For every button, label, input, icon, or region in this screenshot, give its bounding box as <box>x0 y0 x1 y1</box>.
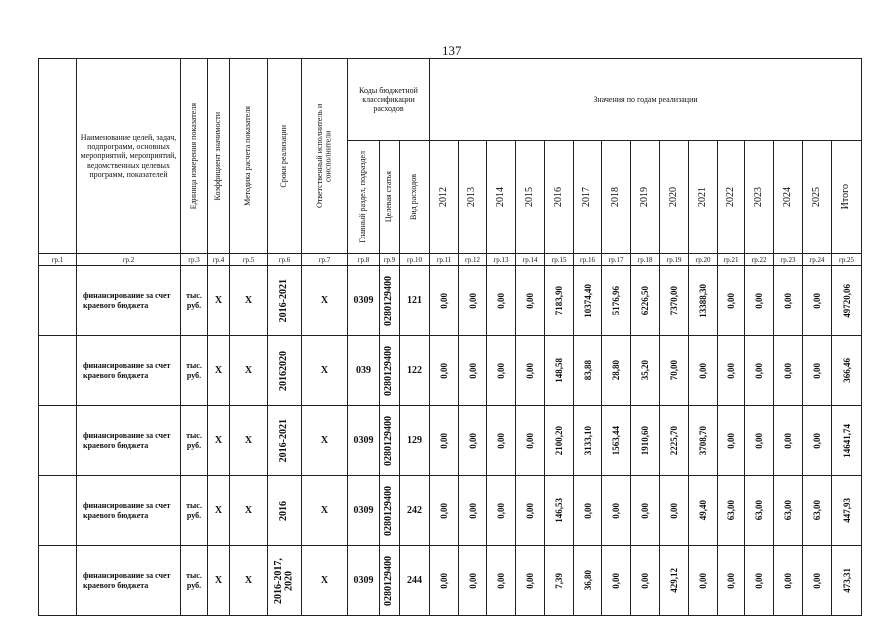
column-number: гр.8 <box>348 254 380 266</box>
header-period-cell <box>268 59 302 254</box>
row-method: Х <box>230 336 268 406</box>
row-value-cell <box>602 266 631 336</box>
row-value: 0,00 <box>439 502 449 519</box>
row-executor: Х <box>302 266 348 336</box>
column-number: гр.6 <box>268 254 302 266</box>
row-value: 0,00 <box>754 572 764 589</box>
row-value-cell <box>803 336 832 406</box>
row-value: 0,00 <box>467 362 478 379</box>
row-value-cell <box>689 406 718 476</box>
header-values-group: Значения по годам реализации <box>430 59 862 141</box>
header-year: 2024 <box>781 187 793 207</box>
row-total-cell <box>832 546 862 616</box>
row-total: 49720,06 <box>841 283 852 318</box>
row-unit: тыс. руб. <box>181 266 208 336</box>
row-value-cell <box>803 266 832 336</box>
row-cel-statya: 0280129400 <box>383 485 395 536</box>
row-value-cell <box>660 406 689 476</box>
column-number: гр.22 <box>745 254 774 266</box>
header-cel: Целевая статья <box>384 171 394 223</box>
header-year-cell <box>689 141 718 254</box>
row-value-cell <box>689 476 718 546</box>
row-value: 0,00 <box>525 502 535 519</box>
header-razdel: Главный раздел, подраздел <box>358 151 368 243</box>
row-name: финансирование за счет краевого бюджета <box>77 476 181 546</box>
column-number: гр.13 <box>487 254 516 266</box>
column-number: гр.11 <box>430 254 459 266</box>
row-value-cell <box>631 476 660 546</box>
row-value: 35,20 <box>640 360 650 381</box>
column-number: гр.14 <box>516 254 545 266</box>
header-executor: Ответственный исполнитель и соисполнители <box>315 103 333 209</box>
row-value: 0,00 <box>783 292 793 309</box>
column-number: гр.16 <box>574 254 602 266</box>
row-method: Х <box>230 406 268 476</box>
header-period: Сроки реализации <box>279 124 289 188</box>
row-value: 1910,60 <box>640 425 650 456</box>
row-value: 0,00 <box>754 432 764 449</box>
row-period: 20162020 <box>278 350 290 391</box>
row-value-cell <box>745 406 774 476</box>
row-value: 0,00 <box>525 432 535 449</box>
row-value-cell <box>574 336 602 406</box>
row-value-cell <box>774 336 803 406</box>
row-value-cell <box>631 406 660 476</box>
row-razdel: 0309 <box>348 546 380 616</box>
row-value-cell <box>545 406 574 476</box>
header-year-cell <box>803 141 832 254</box>
row-value: 0,00 <box>496 362 506 379</box>
row-razdel: 0309 <box>348 266 380 336</box>
row-value: 0,00 <box>698 572 708 589</box>
row-value-cell <box>602 406 631 476</box>
table-row <box>39 336 862 406</box>
column-number: гр.21 <box>718 254 745 266</box>
row-value: 7370,00 <box>669 285 679 316</box>
row-vid: 129 <box>400 406 430 476</box>
row-value: 0,00 <box>726 292 736 309</box>
row-value-cell <box>602 336 631 406</box>
row-blank-cell <box>39 406 77 476</box>
header-year: 2023 <box>752 187 764 207</box>
row-unit: тыс. руб. <box>181 476 208 546</box>
row-value-cell <box>803 406 832 476</box>
header-empty-cell <box>39 59 77 254</box>
row-total-cell <box>832 336 862 406</box>
column-number: гр.2 <box>77 254 181 266</box>
row-value: 3133,10 <box>582 425 593 456</box>
row-value: 0,00 <box>439 362 449 379</box>
row-cel-statya-cell <box>380 546 400 616</box>
header-year-cell <box>660 141 689 254</box>
column-number: гр.24 <box>803 254 832 266</box>
table-row <box>39 406 862 476</box>
row-value-cell <box>718 336 745 406</box>
row-period: 2016 <box>278 500 290 521</box>
row-value: 0,00 <box>812 572 822 589</box>
row-value: 0,00 <box>698 362 708 379</box>
row-cel-statya: 0280129400 <box>383 275 395 326</box>
header-year-cell <box>631 141 660 254</box>
row-value-cell <box>631 546 660 616</box>
row-value-cell <box>718 476 745 546</box>
row-value: 0,00 <box>525 572 535 589</box>
header-cel-cell <box>380 141 400 254</box>
row-value: 0,00 <box>582 502 593 519</box>
row-value: 0,00 <box>439 572 449 589</box>
row-value: 3708,70 <box>698 425 708 456</box>
row-value-cell <box>660 476 689 546</box>
row-value-cell <box>516 336 545 406</box>
row-value: 0,00 <box>496 572 506 589</box>
row-name: финансирование за счет краевого бюджета <box>77 406 181 476</box>
row-unit: тыс. руб. <box>181 406 208 476</box>
table-body <box>39 266 862 616</box>
row-value: 0,00 <box>467 292 478 309</box>
row-value-cell <box>516 476 545 546</box>
header-method-cell <box>230 59 268 254</box>
row-value-cell <box>660 336 689 406</box>
row-coef: Х <box>208 336 230 406</box>
row-value: 0,00 <box>496 502 506 519</box>
row-value-cell <box>803 546 832 616</box>
row-cel-statya-cell <box>380 266 400 336</box>
row-total: 447,93 <box>841 498 852 523</box>
row-value: 70,00 <box>669 360 679 381</box>
header-total-cell <box>832 141 862 254</box>
row-value-cell <box>718 406 745 476</box>
row-value-cell <box>660 266 689 336</box>
header-year: 2014 <box>494 187 506 207</box>
row-coef: Х <box>208 476 230 546</box>
row-value: 429,12 <box>669 568 679 593</box>
row-value-cell <box>774 406 803 476</box>
row-vid: 122 <box>400 336 430 406</box>
row-method: Х <box>230 476 268 546</box>
row-value: 7183,90 <box>554 285 564 316</box>
row-value-cell <box>631 266 660 336</box>
row-value-cell <box>745 476 774 546</box>
header-year: 2018 <box>609 187 621 207</box>
row-blank-cell <box>39 546 77 616</box>
row-vid: 244 <box>400 546 430 616</box>
row-value: 0,00 <box>525 362 535 379</box>
row-value: 0,00 <box>467 572 478 589</box>
row-period-cell <box>268 476 302 546</box>
row-razdel: 039 <box>348 336 380 406</box>
row-value: 63,00 <box>754 500 764 521</box>
column-number: гр.25 <box>832 254 862 266</box>
row-value-cell <box>718 546 745 616</box>
row-value: 0,00 <box>726 362 736 379</box>
row-period-cell <box>268 546 302 616</box>
header-year-cell <box>718 141 745 254</box>
row-period-cell <box>268 336 302 406</box>
row-value: 63,00 <box>726 500 736 521</box>
row-unit: тыс. руб. <box>181 546 208 616</box>
row-name: финансирование за счет краевого бюджета <box>77 336 181 406</box>
row-value-cell <box>689 546 718 616</box>
row-value-cell <box>459 406 487 476</box>
row-value: 148,58 <box>554 358 564 383</box>
row-value-cell <box>459 266 487 336</box>
row-value: 0,00 <box>783 572 793 589</box>
row-method: Х <box>230 266 268 336</box>
header-year-cell <box>602 141 631 254</box>
row-value-cell <box>545 546 574 616</box>
row-value-cell <box>487 266 516 336</box>
row-value-cell <box>516 266 545 336</box>
row-value-cell <box>689 266 718 336</box>
row-blank-cell <box>39 476 77 546</box>
header-year: 2013 <box>466 187 478 207</box>
row-value-cell <box>459 476 487 546</box>
row-value: 0,00 <box>439 432 449 449</box>
row-blank-cell <box>39 336 77 406</box>
row-value: 2100,20 <box>554 425 564 456</box>
row-value-cell <box>774 546 803 616</box>
header-year: 2021 <box>696 187 708 207</box>
table-row <box>39 546 862 616</box>
row-value-cell <box>631 336 660 406</box>
row-total-cell <box>832 476 862 546</box>
row-value: 0,00 <box>640 572 650 589</box>
header-year: 2022 <box>724 187 736 207</box>
row-value-cell <box>430 406 459 476</box>
row-value: 0,00 <box>812 362 822 379</box>
row-value-cell <box>487 336 516 406</box>
header-year: 2017 <box>581 187 593 207</box>
column-number-row <box>39 254 862 266</box>
row-total-cell <box>832 406 862 476</box>
row-total: 14641,74 <box>841 423 852 458</box>
row-coef: Х <box>208 546 230 616</box>
table-row <box>39 476 862 546</box>
row-value: 0,00 <box>754 292 764 309</box>
row-value-cell <box>459 546 487 616</box>
row-value: 0,00 <box>525 292 535 309</box>
row-value-cell <box>745 546 774 616</box>
table-row <box>39 266 862 336</box>
row-value: 0,00 <box>611 502 621 519</box>
row-value: 0,00 <box>467 502 478 519</box>
row-value-cell <box>718 266 745 336</box>
row-cel-statya-cell <box>380 406 400 476</box>
header-year: 2020 <box>667 187 679 207</box>
row-vid: 242 <box>400 476 430 546</box>
header-name: Наименование целей, задач, подпрограмм, основных мероприятий, мероприятий, ведомственных целевых программ, показателей <box>77 59 181 254</box>
row-period: 2016-2021 <box>278 278 290 323</box>
row-value: 13388,30 <box>698 283 708 318</box>
row-cel-statya-cell <box>380 476 400 546</box>
column-number: гр.23 <box>774 254 803 266</box>
header-row-top <box>39 59 862 141</box>
row-value: 0,00 <box>611 572 621 589</box>
row-value-cell <box>574 476 602 546</box>
header-unit-cell <box>181 59 208 254</box>
row-unit: тыс. руб. <box>181 336 208 406</box>
row-value: 0,00 <box>783 432 793 449</box>
column-number: гр.1 <box>39 254 77 266</box>
column-number: гр.3 <box>181 254 208 266</box>
row-value: 10374,40 <box>582 283 593 318</box>
header-executor-cell <box>302 59 348 254</box>
row-value-cell <box>689 336 718 406</box>
column-number: гр.10 <box>400 254 430 266</box>
column-number: гр.15 <box>545 254 574 266</box>
row-value-cell <box>574 406 602 476</box>
header-coef-cell <box>208 59 230 254</box>
header-year-cell <box>459 141 487 254</box>
row-period-cell <box>268 266 302 336</box>
row-value-cell <box>430 336 459 406</box>
row-total: 473,31 <box>841 568 852 593</box>
row-value-cell <box>774 476 803 546</box>
row-value-cell <box>574 266 602 336</box>
row-value: 0,00 <box>496 292 506 309</box>
row-value-cell <box>660 546 689 616</box>
row-executor: Х <box>302 406 348 476</box>
row-value-cell <box>745 266 774 336</box>
row-value-cell <box>545 336 574 406</box>
row-value-cell <box>574 546 602 616</box>
header-year: 2015 <box>523 187 535 207</box>
row-value-cell <box>803 476 832 546</box>
column-number: гр.17 <box>602 254 631 266</box>
row-cel-statya: 0280129400 <box>383 555 395 606</box>
row-executor: Х <box>302 476 348 546</box>
column-number: гр.20 <box>689 254 718 266</box>
row-value: 28,80 <box>611 360 621 381</box>
row-value: 2225,70 <box>669 425 679 456</box>
row-blank-cell <box>39 266 77 336</box>
row-value-cell <box>516 406 545 476</box>
column-number: гр.7 <box>302 254 348 266</box>
row-value: 83,88 <box>582 360 593 381</box>
row-value-cell <box>459 336 487 406</box>
column-number: гр.9 <box>380 254 400 266</box>
header-unit: Единица измерения показателя <box>188 102 198 210</box>
header-year: 2016 <box>552 187 564 207</box>
header-year: 2019 <box>638 187 650 207</box>
row-value-cell <box>430 266 459 336</box>
row-total-cell <box>832 266 862 336</box>
header-vid-cell <box>400 141 430 254</box>
row-period: 2016-2017, 2020 <box>273 557 295 604</box>
header-year-cell <box>745 141 774 254</box>
row-value: 6226,50 <box>640 285 650 316</box>
row-value-cell <box>602 546 631 616</box>
row-value: 0,00 <box>726 432 736 449</box>
row-value-cell <box>430 476 459 546</box>
row-value-cell <box>774 266 803 336</box>
row-value: 0,00 <box>467 432 478 449</box>
header-total: Итого <box>840 184 852 210</box>
column-number: гр.18 <box>631 254 660 266</box>
row-razdel: 0309 <box>348 476 380 546</box>
header-year: 2025 <box>810 187 822 207</box>
row-period-cell <box>268 406 302 476</box>
header-budget-group: Коды бюджетной классификации расходов <box>348 59 430 141</box>
header-year-cell <box>487 141 516 254</box>
header-year: 2012 <box>437 187 449 207</box>
row-period: 2016-2021 <box>278 418 290 463</box>
header-coef: Коэффициент значимости <box>213 111 223 201</box>
row-vid: 121 <box>400 266 430 336</box>
row-value: 7,39 <box>554 572 564 589</box>
row-value: 49,40 <box>698 500 708 521</box>
row-value: 5176,96 <box>611 285 621 316</box>
row-value-cell <box>487 406 516 476</box>
header-vid: Вид расходов <box>409 174 419 220</box>
row-value-cell <box>487 546 516 616</box>
row-value: 146,53 <box>554 498 564 523</box>
row-value: 0,00 <box>812 292 822 309</box>
row-cel-statya: 0280129400 <box>383 345 395 396</box>
header-year-cell <box>516 141 545 254</box>
row-value: 0,00 <box>496 432 506 449</box>
row-value-cell <box>516 546 545 616</box>
row-value-cell <box>545 476 574 546</box>
column-number: гр.19 <box>660 254 689 266</box>
row-executor: Х <box>302 336 348 406</box>
row-name: финансирование за счет краевого бюджета <box>77 546 181 616</box>
row-value: 0,00 <box>439 292 449 309</box>
row-total: 366,46 <box>841 358 852 383</box>
row-value-cell <box>745 336 774 406</box>
row-cel-statya: 0280129400 <box>383 415 395 466</box>
row-coef: Х <box>208 266 230 336</box>
column-number: гр.5 <box>230 254 268 266</box>
header-year-cell <box>574 141 602 254</box>
row-executor: Х <box>302 546 348 616</box>
row-value: 0,00 <box>640 502 650 519</box>
page-number: 137 <box>442 43 462 58</box>
row-value: 1563,44 <box>611 425 621 456</box>
row-value: 36,80 <box>582 570 593 591</box>
row-value-cell <box>545 266 574 336</box>
header-razdel-cell <box>348 141 380 254</box>
row-value: 0,00 <box>726 572 736 589</box>
row-coef: Х <box>208 406 230 476</box>
row-value-cell <box>430 546 459 616</box>
row-value: 0,00 <box>754 362 764 379</box>
row-value: 0,00 <box>812 432 822 449</box>
header-year-cell <box>774 141 803 254</box>
budget-table <box>38 58 862 616</box>
row-value: 0,00 <box>783 362 793 379</box>
row-method: Х <box>230 546 268 616</box>
row-value-cell <box>487 476 516 546</box>
row-razdel: 0309 <box>348 406 380 476</box>
row-cel-statya-cell <box>380 336 400 406</box>
header-method: Методика расчета показателя <box>243 106 253 206</box>
row-value: 63,00 <box>783 500 793 521</box>
row-name: финансирование за счет краевого бюджета <box>77 266 181 336</box>
header-year-cell <box>430 141 459 254</box>
row-value-cell <box>602 476 631 546</box>
header-year-cell <box>545 141 574 254</box>
column-number: гр.12 <box>459 254 487 266</box>
row-value: 0,00 <box>669 502 679 519</box>
row-value: 63,00 <box>812 500 822 521</box>
column-number: гр.4 <box>208 254 230 266</box>
